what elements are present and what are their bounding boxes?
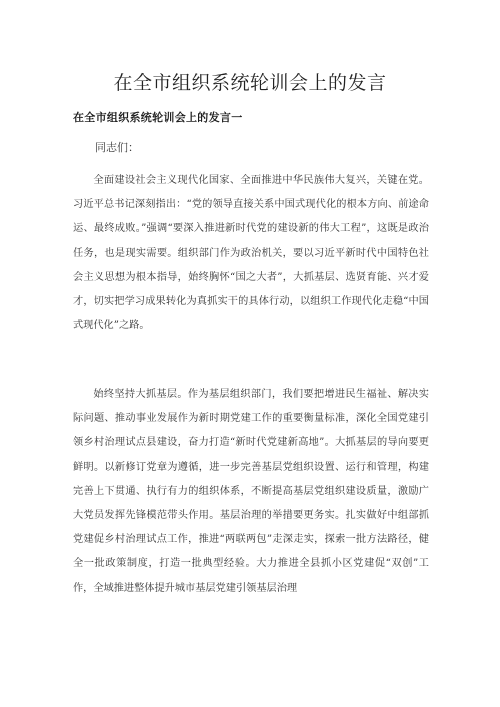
body-paragraph-2: 始终坚持大抓基层。作为基层组织部门，我们要把增进民生福祉、解决实际问题、推动事业发展作为新时期党建工作的重要衡量标准，深化全国党建引领乡村治理试点县建设，奋力打造“新时代党建新高地”。大抓基层的导向要更鲜明。以新修订党章为遵循，进一步完善基层党组织设置、运行和管理，构建完善上下贯通、执行有力的组织体系，不断提高基层党组织建设质量，激励广大党员发挥先锋模范带头作用。基层治理的举措要更务实。扎实做好中组部抓党建促乡村治理试点工作，推进“两联两包”走深走实，探索一批方法路径，健全一批政策制度，打造一批典型经验。大力推进全县抓小区党建促“双创”工作，全域推进整体提升城市基层党建引领基层治理 (73, 389, 429, 594)
greeting-line: 同志们： (95, 141, 139, 154)
body-paragraph-1: 全面建设社会主义现代化国家、全面推进中华民族伟大复兴，关键在党。习近平总书记深刻指出：“党的领导直接关系中国式现代化的根本方向、前途命运、最终成败。”强调“要深入推进新时代党的建设新的伟大工程”，这既是政治任务，也是现实需要。组织部门作为政治机关，要以习近平新时代中国特色社会主义思想为根本指导，始终胸怀“国之大者”，大抓基层、选贤育能、兴才爱才，切实把学习成果转化为真抓实干的具体行动，以组织工作现代化走稳“中国式现代化”之路。 (73, 175, 429, 332)
document-subtitle: 在全市组织系统轮训会上的发言一 (73, 111, 243, 124)
document-title: 在全市组织系统轮训会上的发言 (113, 72, 387, 94)
